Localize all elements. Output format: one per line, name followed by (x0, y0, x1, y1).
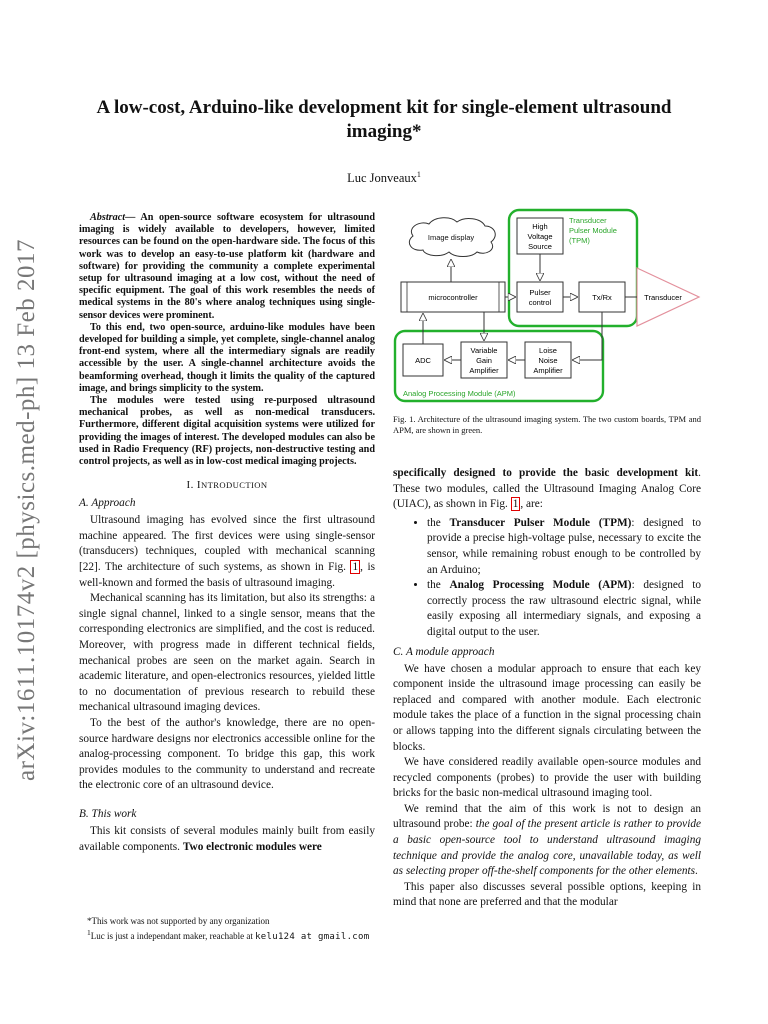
left-column (79, 212, 375, 855)
pulser-label-1: Pulser (529, 288, 551, 297)
abstract-label: Abstract (90, 212, 126, 223)
bullet-pre: the (427, 579, 450, 592)
microcontroller-label: microcontroller (428, 293, 478, 302)
pulser-label-2: control (528, 298, 552, 307)
hv-label-2: Voltage (527, 232, 553, 241)
subsection-this-work: B. This work (79, 807, 137, 820)
tpm-label-line2: Pulser Module (569, 226, 617, 235)
architecture-diagram (393, 206, 701, 412)
this-work-bold: Two electronic modules were (182, 840, 322, 853)
pulser-control-block (517, 282, 563, 312)
module-paragraph-3 (393, 802, 701, 880)
figure-reference-link[interactable]: 1 (352, 561, 359, 574)
approach-paragraph-1 (79, 513, 375, 591)
section-heading-introduction (79, 479, 375, 491)
txrx-label: Tx/Rx (592, 293, 612, 302)
uiac-bold: specifically designed to provide the basic development kit (393, 467, 699, 479)
list-item-apm (427, 578, 701, 640)
paper-title: A low-cost, Arduino-like development kit for single-element ultrasound imaging* (96, 97, 672, 142)
module-paragraph-2: We have considered readily available open-source modules and recycled components (probes) to provide the user with building bricks for the basic non-medical ultrasound imaging tool. (393, 756, 701, 800)
lna-label-3: Amplifier (533, 366, 563, 375)
author-line (60, 170, 708, 186)
footnote-email: kelu124 at gmail.com (255, 932, 370, 942)
footnote-2 (79, 927, 375, 943)
this-work-text: This kit consists of several modules mainly built from easily available components. (79, 824, 375, 853)
bullet-bold: Transducer Pulser Module (TPM) (449, 516, 632, 529)
abstract-paragraph-2: To this end, two open-source, arduino-like modules have been developed for building a simple, yet complete, single-channel analog front-end system, where all the intermediary signals are readily accessible by the user. A single-channel architecture avoids the beamforming overhead, though it limits the quality of the captured image, and brings simplicity to the system. (79, 321, 375, 394)
abstract-text-1: — An open-source software ecosystem for ultrasound imaging is widely available to developers, however, limited resources can be found on the open-hardware side. The focus of this work was to develop an easy-to-use platform kit (hardware and software) for providing the community a complete experimental setup for ultrasound imaging at a low cost, without the need of specific equipment. The goal of this work resembles the needs of medical systems in the 80's where analog techniques using single-sensor devices were prominent. (79, 212, 375, 321)
bullet-pre: the (427, 516, 450, 529)
uiac-text-b: , are: (520, 498, 543, 511)
hv-label-3: Source (528, 242, 552, 251)
subsection-module-approach: C. A module approach (393, 645, 495, 658)
vga-label-2: Gain (476, 356, 492, 365)
module-paragraph-4: This paper also discusses several possible options, keeping in mind that none are preferred and that the modular (393, 880, 701, 909)
lna-label-1: Loise (539, 346, 557, 355)
footnotes (79, 916, 375, 943)
module-text-italic: the goal of the present article is rather to provide a basic open-source tool to understand ultrasound imaging technique and provide the analog core, unavailable today, as well as selecting proper off-the-shelf components for the other elements (393, 818, 701, 878)
section-title-rest: NTRODUCTION (200, 480, 268, 491)
bullet-bold: Analog Processing Module (APM) (449, 579, 632, 592)
image-display-label: Image display (427, 233, 475, 242)
bullet-text: : designed to correctly process the raw ultrasound electric signal, while easily exposing all intermediary signals, and exposing a digital output to the user. (427, 579, 701, 638)
uiac-paragraph (393, 466, 701, 513)
list-item-tpm (427, 516, 701, 578)
section-title-initial: I (196, 479, 201, 492)
footnote-2-text: Luc is just a independant maker, reachable at (90, 931, 256, 941)
footnote-2-mark: 1 (87, 928, 91, 937)
bullet-text: : designed to provide a precise high-voltage pulse, necessary to excite the sensor, while remaining robust enough to be controlled by an Arduino; (427, 516, 701, 576)
apm-label: Analog Processing Module (APM) (403, 389, 516, 398)
author-name: Luc Jonveaux (347, 171, 417, 186)
hv-label-1: High (532, 222, 548, 231)
footnote-1: *This work was not supported by any organization (87, 916, 270, 926)
lna-label-2: Noise (538, 356, 558, 365)
section-number: I. (186, 479, 197, 492)
author-footnote-mark: 1 (416, 170, 421, 179)
tpm-label-line3: (TPM) (569, 236, 590, 245)
tpm-label-line1: Transducer (569, 216, 607, 225)
approach-paragraph-3: To the best of the author's knowledge, there are no open-source hardware designs nor electronics accessible online for the analog-processing component. To bridge this gap, this work provides modules to the community to understand and recreate the electronic core of an ultrasound device. (79, 716, 375, 792)
uiac-text-a: . These two modules, called the Ultrasound Imaging Analog Core (UIAC), as shown in Fig. (393, 467, 701, 511)
figure-architecture (393, 206, 701, 412)
arxiv-identifier: arXiv:1611.10174v2 [physics.med-ph] 13 Feb 2017 (13, 239, 40, 781)
vga-label-3: Amplifier (469, 366, 499, 375)
module-list (393, 516, 701, 641)
module-text-a: We remind that the aim of this work is not to design an ultrasound probe: (393, 802, 701, 831)
module-paragraph-1: We have chosen a modular approach to ensure that each key component inside the ultrasound image processing can easily be replaced and compared with another module. Each electronic module takes the place of a function in the signal processing chain or allows tapping into the different signals circulating between the blocks. (393, 662, 701, 753)
arxiv-side-stamp (4, 160, 50, 860)
approach-text-a: Ultrasound imaging has evolved since the first ultrasound machine appeared. The first devices were using single-sensor (transducers) techniques, coupled with mechanical scanning [22]. The architecture of such systems, as shown in Fig. (79, 514, 375, 574)
vga-label-1: Variable (470, 346, 498, 355)
abstract-paragraph-1 (79, 212, 375, 322)
module-text-b: . (695, 865, 698, 878)
right-column (393, 466, 701, 911)
adc-label: ADC (415, 356, 431, 365)
approach-text-b: , is well-known and formed the basis of ultrasound imaging. (79, 561, 375, 589)
figure-caption: Fig. 1. Architecture of the ultrasound imaging system. The two custom boards, TPM and APM, are shown in green. (393, 414, 701, 435)
subsection-approach: A. Approach (79, 497, 136, 510)
this-work-paragraph (79, 824, 375, 855)
approach-paragraph-2: Mechanical scanning has its limitation, but also its strengths: a single signal channel, linked to a single sensor, means that the corresponding electronics are simplified, and the cost is reduced. Moreover, with progress made in different technical fields, mechanical probes are seen on the market again. Search in academic literature, and open-electronics resources, yielded little to no documentation of previous research to rebuild these mechanical ultrasound imaging devices. (79, 592, 375, 714)
transducer-label: Transducer (644, 293, 682, 302)
abstract-paragraph-3: The modules were tested using re-purposed ultrasound mechanical probes, as well as non-medical transducers. Furthermore, different digital acquisition systems were utilized for providing the images of interest. The developed modules can also be used in Radio Frequency (RF) projects, non-destructive testing and control projects, as well as in low-cost medical imaging projects. (79, 395, 375, 468)
figure-reference-link-2[interactable]: 1 (512, 498, 519, 511)
arrow-txrx-to-lna (573, 312, 602, 360)
